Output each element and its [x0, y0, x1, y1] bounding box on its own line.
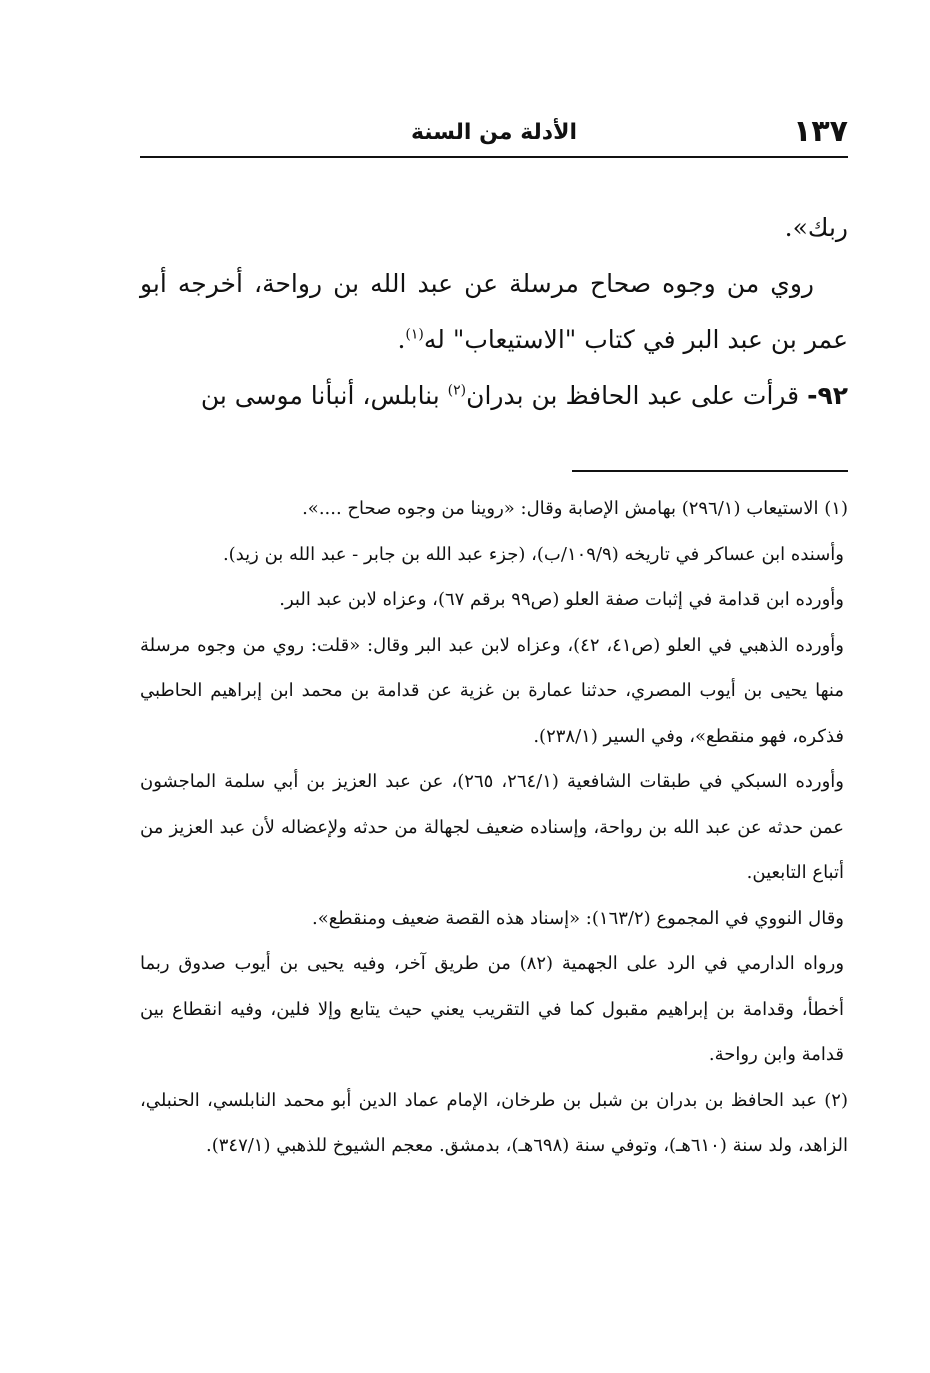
footnote-1-para-2: وأسنده ابن عساكر في تاريخه (١٠٩/٩/ب)، (جزء عبد الله بن جابر - عبد الله بن زيد). — [222, 543, 844, 565]
main-paragraph-3-text-b: بنابلس، أنبأنا موسى بن — [200, 381, 448, 410]
footnote-1-para-6: وقال النووي في المجموع (١٦٣/٢): «إسناد هذه القصة ضعيف ومنقطع». — [311, 907, 844, 929]
header-title: الأدلة من السنة — [410, 120, 578, 145]
footnote-1-para-5: وأورده السبكي في طبقات الشافعية (٢٦٤/١، ٢٦٥)، عن عبد العزيز بن أبي سلمة الماجشون عمن حدثه عن عبد الله بن رواحة، وإسناده ضعيف لجهالة من حدثه ولإعضاله لأن عبد العزيز من أتباع التابعين. — [140, 771, 844, 883]
header-rule — [140, 156, 848, 158]
footnote-1-para-7: ورواه الدارمي في الرد على الجهمية (٨٢) من طريق آخر، وفيه يحيى بن أيوب صدوق ربما أخطأ، وقدامة بن إبراهيم مقبول كما في التقريب يعني حيث يتابع وإلا فلين، وفيه انقطاع بين قدامة وابن رواحة. — [140, 953, 845, 1065]
hadith-number: ٩٢- — [807, 381, 848, 410]
main-text — [140, 200, 848, 424]
footnote-2: (٢) عبد الحافظ بن بدران بن شبل بن طرخان، الإمام عماد الدين أبو محمد النابلسي، الحنبلي، الزاهد، ولد سنة (٦١٠هـ)، وتوفي سنة (٦٩٨هـ)، بدمشق. معجم الشيوخ للذهبي (٣٤٧/١). — [140, 1089, 848, 1156]
footnote-separator — [572, 470, 848, 472]
main-paragraph-3-text-a: قرأت على عبد الحافظ بن بدران — [466, 381, 808, 410]
page-number: ١٣٧ — [793, 114, 848, 149]
footnotes — [140, 486, 848, 1169]
footnote-1-para-3: وأورده ابن قدامة في إثبات صفة العلو (ص٩٩ برقم ٦٧)، وعزاه لابن عبد البر. — [279, 589, 844, 610]
main-paragraph-2 — [140, 256, 848, 368]
main-paragraph-1-text: ربك». — [784, 213, 848, 242]
footnote-ref-2[interactable]: (٢) — [447, 382, 467, 399]
main-paragraph-1 — [140, 200, 848, 256]
main-paragraph-2-end: . — [397, 325, 406, 354]
main-paragraph-3 — [140, 368, 848, 424]
main-paragraph-2-text: روي من وجوه صحاح مرسلة عن عبد الله بن رواحة، أخرجه أبو عمر بن عبد البر في كتاب "الاستيعاب" له — [140, 269, 848, 354]
footnote-1: (١) الاستيعاب (٢٩٦/١) بهامش الإصابة وقال: «روينا من وجوه صحاح ....». — [302, 498, 848, 519]
running-header — [140, 108, 848, 156]
footnote-ref-1[interactable]: (١) — [405, 326, 424, 343]
footnote-1-para-4: وأورده الذهبي في العلو (ص٤١، ٤٢)، وعزاه لابن عبد البر وقال: «قلت: روي من وجوه مرسلة منها يحيى بن أيوب المصري، حدثنا عمارة بن غزية عن قدامة بن محمد ابن إبراهيم الحاطبي فذكره، فهو منقطع»، وفي السير (٢٣٨/١). — [140, 634, 844, 747]
